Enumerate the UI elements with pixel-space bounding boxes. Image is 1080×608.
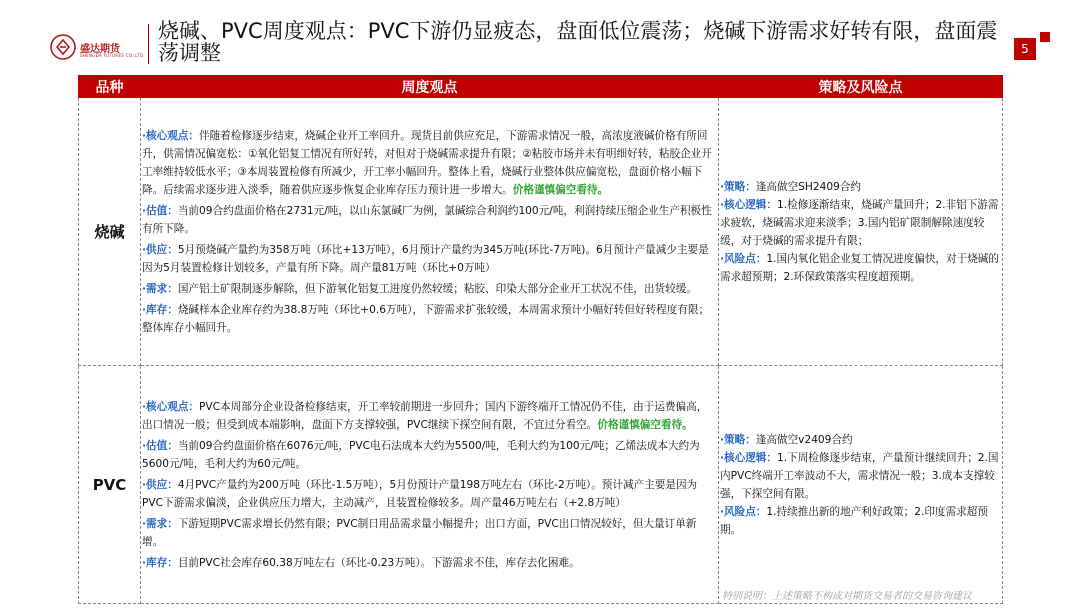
list-item: ·风险点：1.国内氧化铝企业复工情况进度偏快，对于烧碱的需求超预期；2.环保政策落实程度超预期。: [720, 252, 999, 283]
header-strategy-risk: 策略及风险点: [719, 76, 1003, 98]
table-row: [79, 366, 1003, 604]
list-item: ·供应：4月PVC产量约为200万吨（环比-1.5万吨），5月份预计产量198万吨左右（环比-2万吨）。预计减产主要是因为PVC下游需求偏淡，企业供应压力增大，主动减产，且装置检修较多。周产量46万吨左右（+2.8万吨）: [142, 478, 698, 509]
list-item: ·估值：当前09合约盘面价格在2731元/吨，以山东氯碱厂为例，氯碱综合利润约100元/吨，利润持续压缩企业生产积极性有所下降。: [142, 204, 712, 235]
company-logo: [50, 33, 142, 61]
header-weekly-view: 周度观点: [141, 76, 719, 98]
list-item: ·策略：逢高做空SH2409合约: [720, 180, 862, 193]
logo-subtitle: SHENGDA FUTURES CO.,LTD: [80, 53, 144, 58]
disclaimer-note: 特别说明：上述策略不构成对期货交易者的交易咨询建议: [722, 591, 972, 602]
header-category: 品种: [79, 76, 141, 98]
strategy-table: [78, 75, 1003, 604]
category-cell: PVC: [79, 366, 141, 604]
corner-decoration: [1040, 32, 1050, 42]
title-divider: [148, 24, 149, 64]
list-item: ·核心逻辑：1.下周检修逐步结束，产量预计继续回升；2.国内PVC终端开工率波动不大，需求情况一般；3.成本支撑较强，下探空间有限。: [720, 451, 999, 500]
list-item: ·估值：当前09合约盘面价格在6076元/吨，PVC电石法成本大约为5500/吨，毛利大约为100元/吨；乙烯法成本大约为5600元/吨，毛利大约为60元/吨。: [142, 439, 700, 470]
list-item: ·库存：目前PVC社会库存60.38万吨左右（环比-0.23万吨）。下游需求不佳，库存去化困难。: [142, 556, 580, 569]
table-header-row: [79, 76, 1003, 98]
shengda-logo-icon: [50, 34, 76, 60]
table-row: [79, 98, 1003, 366]
logo-name: 盛达期货: [80, 43, 120, 55]
list-item: ·供应：5月预烧碱产量约为358万吨（环比+13万吨），6月预计产量约为345万吨(环比-7万吨)。6月预计产量减少主要是因为5月装置检修计划较多，产量有所下降。周产量81万吨（环比+0万吨）: [142, 243, 709, 274]
list-item: ·核心观点：PVC本周部分企业设备检修结束，开工率较前期进一步回升；国内下游终端开工情况仍不佳，由于运费偏高，出口情况一般；但受到成本端影响，盘面下方支撑较强，PVC继续下探空间有限，不宜过分看空。价格谨慎偏空看待。: [142, 400, 708, 431]
page-title: 烧碱、PVC周度观点：PVC下游仍显疲态，盘面低位震荡；烧碱下游需求好转有限，盘面震荡调整: [158, 19, 998, 65]
list-item: ·需求：国产铝土矿限制逐步解除，但下游氧化铝复工进度仍然较缓；粘胶、印染大部分企业开工状况不佳，出货较缓。: [142, 282, 697, 295]
strategy-cell: [719, 98, 1003, 366]
list-item: ·库存：烧碱样本企业库存约为38.8万吨（环比+0.6万吨），下游需求扩张较缓，本周需求预计小幅好转但好转程度有限；整体库存小幅回升。: [142, 303, 710, 334]
page-number: 5: [1014, 38, 1036, 60]
strategy-cell: [719, 366, 1003, 604]
weekly-view-cell: [141, 98, 719, 366]
weekly-view-cell: [141, 366, 719, 604]
list-item: ·核心观点：伴随着检修逐步结束，烧碱企业开工率回升。现货目前供应充足，下游需求情况一般，高浓度液碱价格有所回升，供需情况偏宽松：①氧化铝复工情况有所好转，对但对于烧碱需求提升有限；②粘胶市场并未有明细好转，粘胶企业开工率维持较低水平；③本周装置检修有所减少，开工率小幅回升。整体上看，烧碱行业整体供应偏宽松，盘面价格小幅下降。后续需求逐步进入淡季，随着供应逐步恢复企业库存压力预计进一步增大。价格谨慎偏空看待。: [142, 129, 712, 196]
list-item: ·风险点：1.持续推出新的地产利好政策；2.印度需求超预期。: [720, 505, 988, 536]
list-item: ·核心逻辑：1.检修逐渐结束，烧碱产量回升；2.非铝下游需求疲软，烧碱需求迎来淡季；3.国内铝矿限制解除速度较缓，对于烧碱的需求提升有限；: [720, 198, 999, 247]
list-item: ·需求：下游短期PVC需求增长仍然有限；PVC制日用品需求量小幅提升；出口方面，PVC出口情况较好，但大量订单新增。: [142, 517, 697, 548]
list-item: ·策略：逢高做空v2409合约: [720, 433, 853, 446]
category-cell: 烧碱: [79, 98, 141, 366]
